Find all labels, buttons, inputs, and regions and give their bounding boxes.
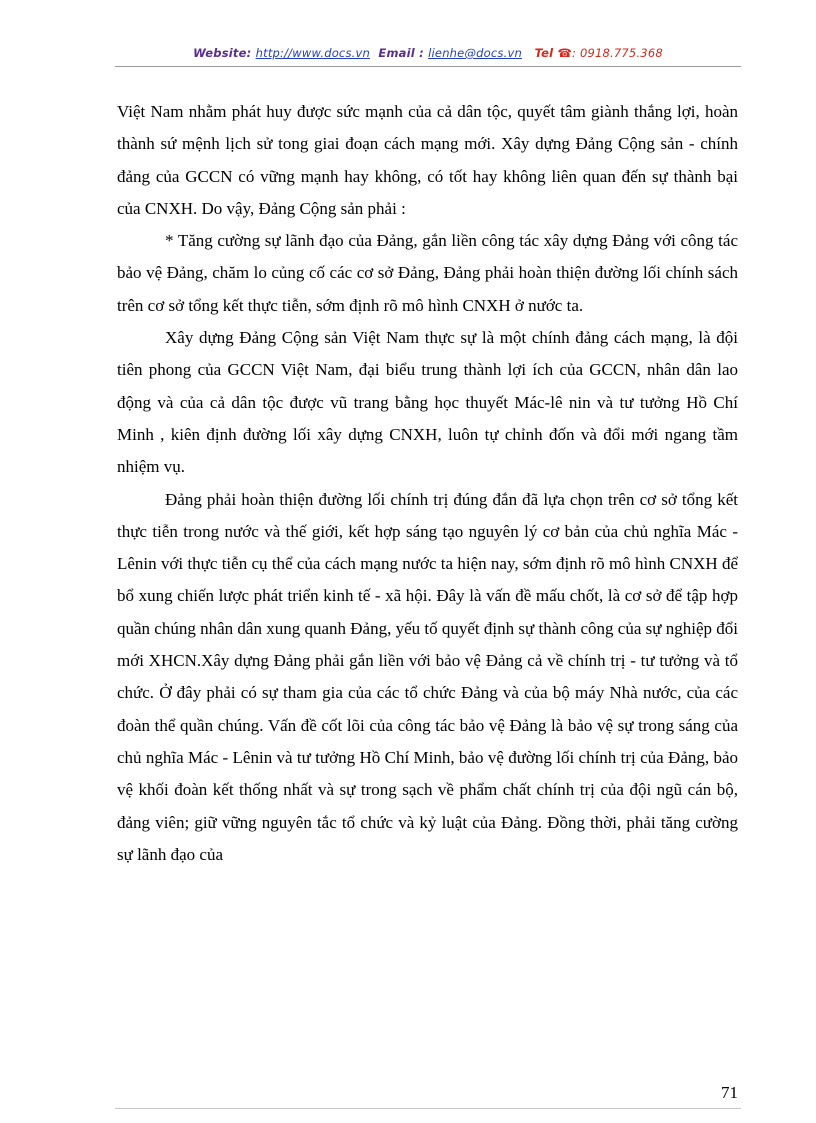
paragraph-4: Đảng phải hoàn thiện đường lối chính trị đúng đắn đã lựa chọn trên cơ sở tổng kết thực tiễn trong nước và thế giới, kết hợp sáng tạo nguyên lý cơ bản của chủ nghĩa Mác - Lênin với thực tiễn cụ thể của cách mạng nước ta hiện nay, sớm định rõ mô hình CNXH để bổ xung chiến lược phát triển kinh tế - xã hội. Đây là vấn đề mấu chốt, là cơ sở để tập hợp quần chúng nhân dân xung quanh Đảng, yếu tố quyết định sự thành công của sự nghiệp đổi mới XHCN.Xây dựng Đảng phải gắn liền với bảo vệ Đảng cả về chính trị - tư tưởng và tổ chức. Ở đây phải có sự tham gia của các tổ chức Đảng và của bộ máy Nhà nước, của các đoàn thể quần chúng. Vấn đề cốt lõi của công tác bảo vệ Đảng là bảo vệ sự trong sáng của chủ nghĩa Mác - Lênin và tư tưởng Hồ Chí Minh, bảo vệ đường lối chính trị của Đảng, bảo vệ khối đoàn kết thống nhất và sự trong sạch về phẩm chất chính trị của đội ngũ cán bộ, đảng viên; giữ vững nguyên tắc tổ chức và kỷ luật của Đảng. Đồng thời, phải tăng cường sự lãnh đạo của [117, 489, 738, 864]
email-link[interactable]: lienhe@docs.vn [428, 46, 522, 60]
header-divider [115, 66, 741, 67]
phone-icon: ☎ [557, 46, 573, 60]
paragraph-2: * Tăng cường sự lãnh đạo của Đảng, gắn liền công tác xây dựng Đảng với công tác bảo vệ Đảng, chăm lo củng cố các cơ sở Đảng, Đảng phải hoàn thiện đường lối chính sách trên cơ sở tổng kết thực tiễn, sớm định rõ mô hình CNXH ở nước ta. [117, 231, 738, 315]
footer-divider [115, 1108, 741, 1109]
page-header [115, 46, 741, 60]
email-label: Email [378, 46, 415, 60]
website-separator: : [246, 46, 256, 60]
paragraph-3: Xây dựng Đảng Cộng sản Việt Nam thực sự là một chính đảng cách mạng, là đội tiên phong của GCCN Việt Nam, đại biểu trung thành lợi ích của GCCN, nhân dân lao động và của cả dân tộc được vũ trang bằng học thuyết Mác-lê nin và tư tưởng Hồ Chí Minh , kiên định đường lối xây dựng CNXH, luôn tự chỉnh đốn và đổi mới ngang tầm nhiệm vụ. [117, 328, 738, 477]
phone-number: : 0918.775.368 [572, 46, 663, 60]
website-label: Website [193, 46, 247, 60]
document-body [117, 96, 738, 871]
page-number: 71 [721, 1083, 738, 1102]
website-link[interactable]: http://www.docs.vn [255, 46, 370, 60]
paragraph-1: Việt Nam nhằm phát huy được sức mạnh của cả dân tộc, quyết tâm giành thắng lợi, hoàn thành sứ mệnh lịch sử tong giai đoạn cách mạng mới. Xây dựng Đảng Cộng sản - chính đảng của GCCN có vững mạnh hay không, có tốt hay không liên quan đến sự thành bại của CNXH. Do vậy, Đảng Cộng sản phải : [117, 102, 738, 218]
tel-label: Tel [534, 46, 554, 60]
email-separator: : [414, 46, 429, 60]
